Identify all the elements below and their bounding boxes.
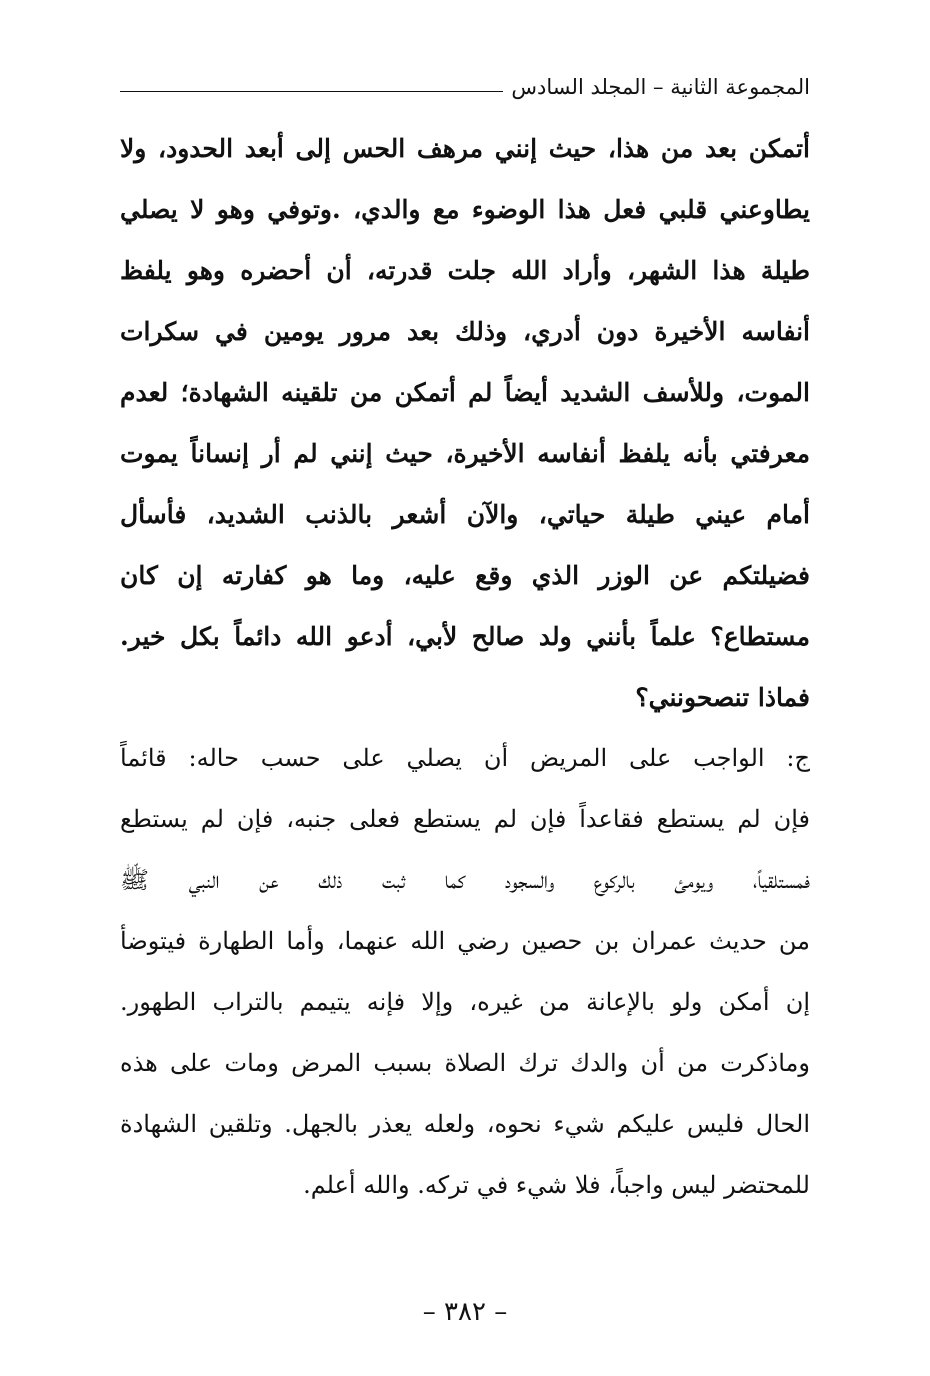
question-line: الموت، وللأسف الشديد أيضاً لم أتمكن من تلقينه الشهادة؛ لعدم — [120, 378, 810, 407]
page-number: – ٣٨٢ – — [422, 1297, 508, 1327]
question-line: أتمكن بعد من هذا، حيث إنني مرهف الحس إلى أبعد الحدود، ولا — [120, 134, 810, 163]
question-line: معرفتي بأنه يلفظ أنفاسه الأخيرة، حيث إنني لم أر إنساناً يموت — [120, 439, 810, 468]
answer-line: فمستلقياً، ويومئ بالركوع والسجود كما ثبت ذلك عن النبي ﷺ — [120, 866, 810, 894]
answer-line: فإن لم يستطع فقاعداً فإن لم يستطع فعلى جنبه، فإن لم يستطع — [120, 805, 810, 833]
question-line: فضيلتكم عن الوزر الذي وقع عليه، وما هو كفارته إن كان — [120, 561, 810, 590]
answer-line: إن أمكن ولو بالإعانة من غيره، وإلا فإنه يتيمم بالتراب الطهور. — [120, 988, 810, 1016]
answer-line: للمحتضر ليس واجباً، فلا شيء في تركه. والله أعلم. — [303, 1171, 810, 1199]
answer-line: وماذكرت من أن والدك ترك الصلاة بسبب المرض ومات على هذه — [120, 1049, 810, 1077]
running-header-title: المجموعة الثانية – المجلد السادس — [511, 75, 810, 99]
question-line: طيلة هذا الشهر، وأراد الله جلت قدرته، أن أحضره وهو يلفظ — [120, 256, 810, 285]
question-line: أنفاسه الأخيرة دون أدري، وذلك بعد مرور يومين في سكرات — [120, 317, 810, 346]
answer-line: الحال فليس عليكم شيء نحوه، ولعله يعذر بالجهل. وتلقين الشهادة — [120, 1110, 810, 1138]
body-text — [120, 118, 810, 1216]
question-paragraph — [120, 118, 810, 728]
header-rule — [120, 91, 503, 92]
question-line: يطاوعني قلبي فعل هذا الوضوء مع والدي، .وتوفي وهو لا يصلي — [120, 195, 810, 224]
question-line: أمام عيني طيلة حياتي، والآن أشعر بالذنب الشديد، فأسأل — [120, 500, 810, 529]
question-line: مستطاع؟ علماً بأنني ولد صالح لأبي، أدعو الله دائماً بكل خير. — [120, 622, 810, 651]
answer-paragraph — [120, 728, 810, 1216]
running-header — [120, 70, 810, 104]
question-line: فماذا تنصحونني؟ — [635, 683, 810, 712]
answer-line: من حديث عمران بن حصين رضي الله عنهما، وأما الطهارة فيتوضأ — [120, 927, 810, 955]
answer-line: ج: الواجب على المريض أن يصلي على حسب حاله: قائماً — [120, 744, 810, 772]
